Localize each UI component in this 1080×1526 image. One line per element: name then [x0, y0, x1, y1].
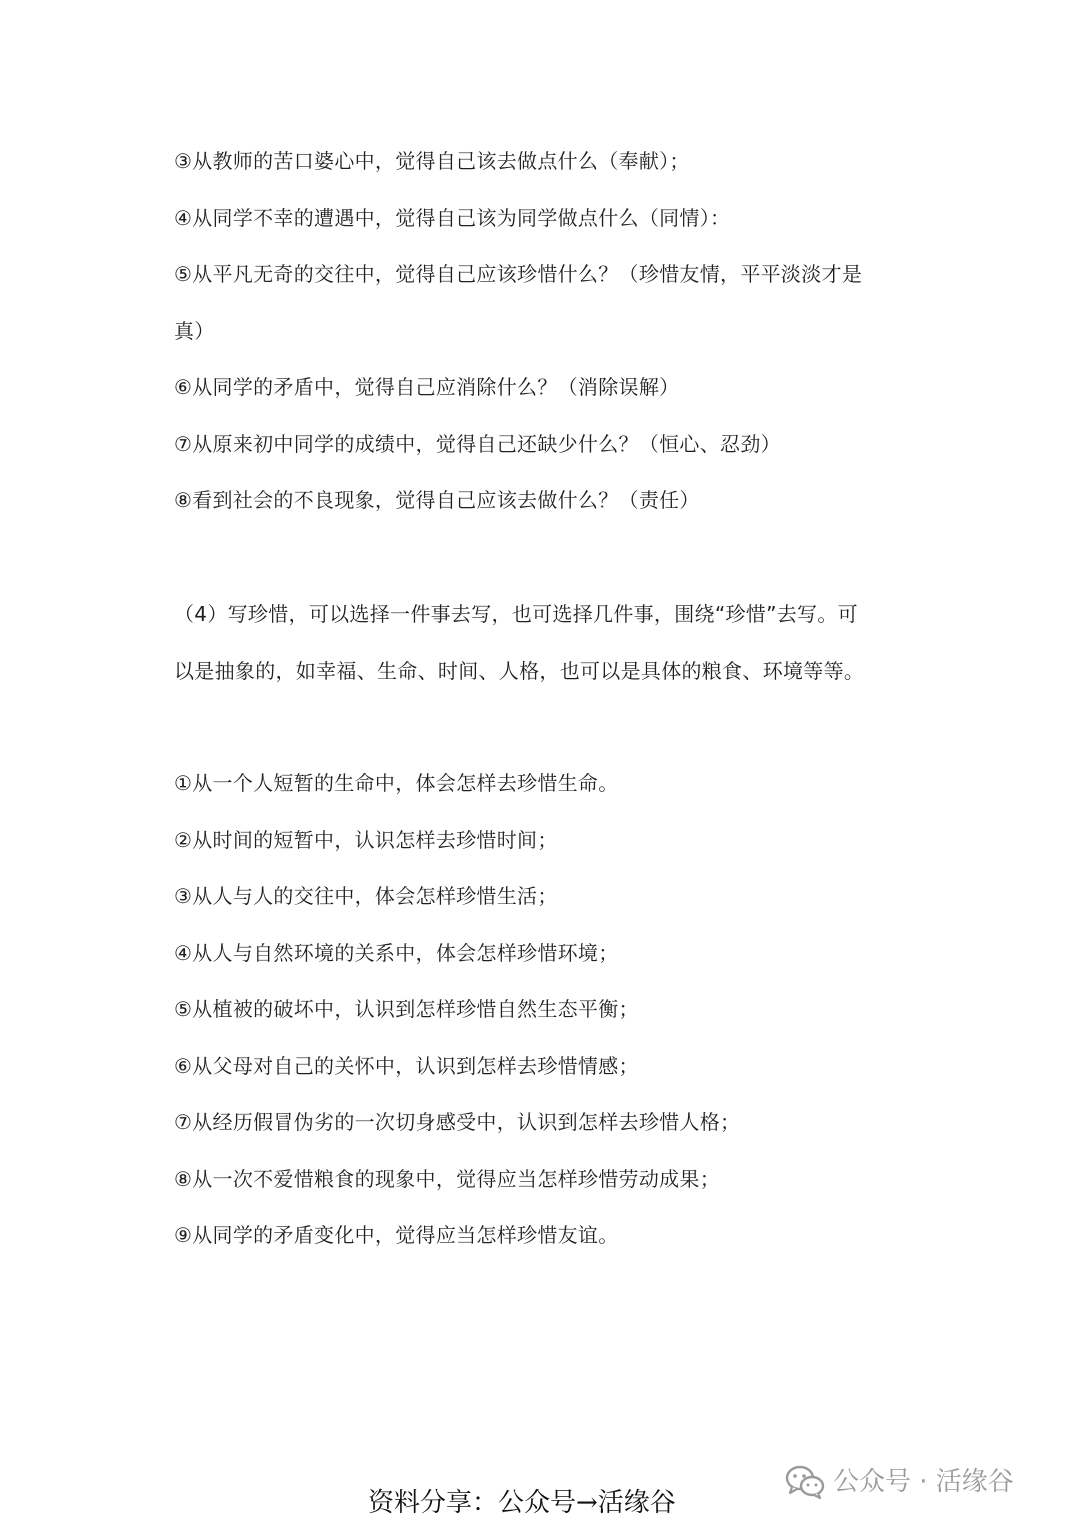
- watermark: [785, 1462, 1014, 1502]
- text-line: ⑤从平凡无奇的交往中，觉得自己应该珍惜什么？（珍惜友情，平平淡淡才是: [174, 262, 863, 286]
- text-line: 以是抽象的，如幸福、生命、时间、人格，也可以是具体的粮食、环境等等。: [174, 659, 865, 683]
- text-line: ⑥从同学的矛盾中，觉得自己应消除什么？（消除误解）: [174, 375, 680, 399]
- text-line: ④从同学不幸的遭遇中，觉得自己该为同学做点什么（同情）：: [174, 206, 731, 230]
- list-item: ⑤从植被的破坏中，认识到怎样珍惜自然生态平衡；: [174, 997, 639, 1021]
- text-line: ⑦从原来初中同学的成绩中，觉得自己还缺少什么？（恒心、忍劲）: [174, 432, 781, 456]
- list-item: ②从时间的短暂中，认识怎样去珍惜时间；: [174, 828, 558, 852]
- text-line: ⑧看到社会的不良现象，觉得自己应该去做什么？（责任）: [174, 488, 700, 512]
- watermark-text: 公众号 · 活缘谷: [833, 1467, 1014, 1497]
- list-item: ⑥从父母对自己的关怀中，认识到怎样去珍惜情感；: [174, 1054, 639, 1078]
- footer-share-text: 资料分享：公众号→活缘谷: [368, 1488, 676, 1518]
- list-item: ⑦从经历假冒伪劣的一次切身感受中，认识到怎样去珍惜人格；: [174, 1110, 741, 1134]
- list-item: ④从人与自然环境的关系中，体会怎样珍惜环境；: [174, 941, 619, 965]
- section-heading: （4）写珍惜，可以选择一件事去写，也可选择几件事，围绕“珍惜”去写。可: [174, 602, 858, 626]
- list-item: ①从一个人短暂的生命中，体会怎样去珍惜生命。: [174, 771, 619, 795]
- list-item: ⑨从同学的矛盾变化中，觉得应当怎样珍惜友谊。: [174, 1223, 619, 1247]
- text-line: 真）: [174, 319, 215, 343]
- wechat-icon: [785, 1465, 825, 1499]
- text-line: ③从教师的苦口婆心中，觉得自己该去做点什么（奉献）；: [174, 149, 690, 173]
- list-item: ⑧从一次不爱惜粮食的现象中，觉得应当怎样珍惜劳动成果；: [174, 1167, 721, 1191]
- list-item: ③从人与人的交往中，体会怎样珍惜生活；: [174, 884, 558, 908]
